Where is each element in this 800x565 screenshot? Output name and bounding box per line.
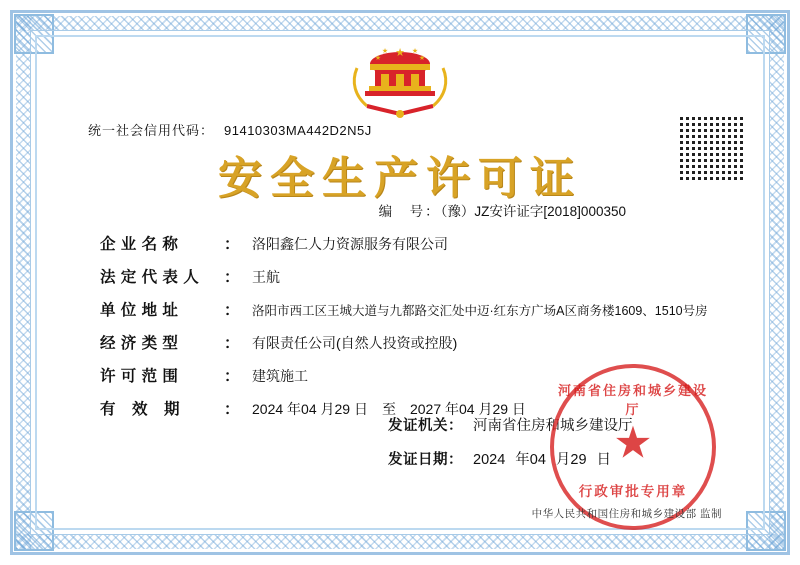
issuer-date-suffix: 日 xyxy=(596,452,612,468)
field-value-economic-type: 有限责任公司(自然人投资或控股) xyxy=(252,335,458,351)
field-key-colon: ： xyxy=(223,269,240,286)
issuer-authority-label: 发证机关： xyxy=(388,418,463,434)
field-key-text: 有 效 期 xyxy=(100,401,181,418)
field-key xyxy=(100,364,240,386)
field-key-colon: ： xyxy=(223,335,240,352)
border-band-left xyxy=(16,16,31,549)
validity-start-date: 2024 年04 月29 日 xyxy=(252,401,368,417)
field-key-text: 单 位 地 址 xyxy=(100,302,179,319)
border-band-bottom xyxy=(16,534,784,549)
svg-text:★: ★ xyxy=(374,55,382,62)
field-key-text: 经 济 类 型 xyxy=(100,335,179,352)
field-value-scope: 建筑施工 xyxy=(252,368,308,384)
svg-text:★: ★ xyxy=(395,47,405,59)
field-key xyxy=(100,232,240,254)
svg-text:★: ★ xyxy=(418,55,426,62)
field-key xyxy=(100,331,240,353)
field-key-colon: ： xyxy=(223,302,240,319)
credit-code-label: 统一社会信用代码： xyxy=(88,123,215,138)
seal-bottom-text: 行政审批专用章 xyxy=(578,484,688,499)
field-key xyxy=(100,265,240,287)
issuer-authority-line xyxy=(388,414,728,448)
issuer-date-line xyxy=(388,448,728,482)
validity-end-date: 2027 年04 月29 日 xyxy=(409,401,526,417)
credit-code-value: 91410303MA442D2N5J xyxy=(224,123,372,138)
issuer-block xyxy=(388,414,728,482)
footer-note: 中华人民共和国住房和城乡建设部 监制 xyxy=(531,508,722,520)
svg-text:★: ★ xyxy=(381,48,389,55)
serial-label: 编 号： xyxy=(378,204,441,219)
field-key-text: 许 可 范 围 xyxy=(100,368,179,385)
field-key xyxy=(100,298,240,320)
page-title: 安全生产许可证 xyxy=(218,153,582,204)
credit-code xyxy=(88,120,372,139)
field-key-colon: ： xyxy=(223,401,240,418)
certificate-content xyxy=(44,42,756,523)
field-key-colon: ： xyxy=(223,368,240,385)
issuer-date-label: 发证日期： xyxy=(388,452,463,468)
validity-separator: 至 xyxy=(381,401,396,417)
border-band-right xyxy=(769,16,784,549)
svg-text:★: ★ xyxy=(411,48,419,55)
field-key-colon: ： xyxy=(223,236,240,253)
seal-star-icon: ★ xyxy=(613,418,653,468)
field-key xyxy=(100,397,240,419)
border-band-top xyxy=(16,16,784,31)
field-row xyxy=(100,298,736,331)
issuer-date-day: 月29 xyxy=(555,452,587,468)
serial-value: （豫）JZ安许证字[2018]000350 xyxy=(440,204,626,219)
field-value-legal-representative: 王航 xyxy=(252,269,280,285)
serial-number xyxy=(379,200,626,220)
issuer-date-month: 年04 xyxy=(515,452,546,468)
field-key-text: 法 定 代 表 人 xyxy=(100,269,200,286)
issuer-date-year: 2024 xyxy=(473,452,506,468)
field-key-text: 企 业 名 称 xyxy=(100,236,179,253)
field-row xyxy=(100,364,736,397)
field-row xyxy=(100,265,736,298)
issuer-authority-value: 河南省住房和城乡建设厅 xyxy=(473,418,633,434)
field-value-address: 洛阳市西工区王城大道与九都路交汇处中迈·红东方广场A区商务楼1609、1510号房 xyxy=(252,304,708,318)
seal-top-text: 河南省住房和城乡建设厅 xyxy=(557,383,708,417)
field-row xyxy=(100,331,736,364)
field-row xyxy=(100,232,736,265)
national-emblem-icon xyxy=(345,34,455,124)
field-list xyxy=(100,232,736,430)
field-value-company-name: 洛阳鑫仁人力资源服务有限公司 xyxy=(252,236,448,252)
